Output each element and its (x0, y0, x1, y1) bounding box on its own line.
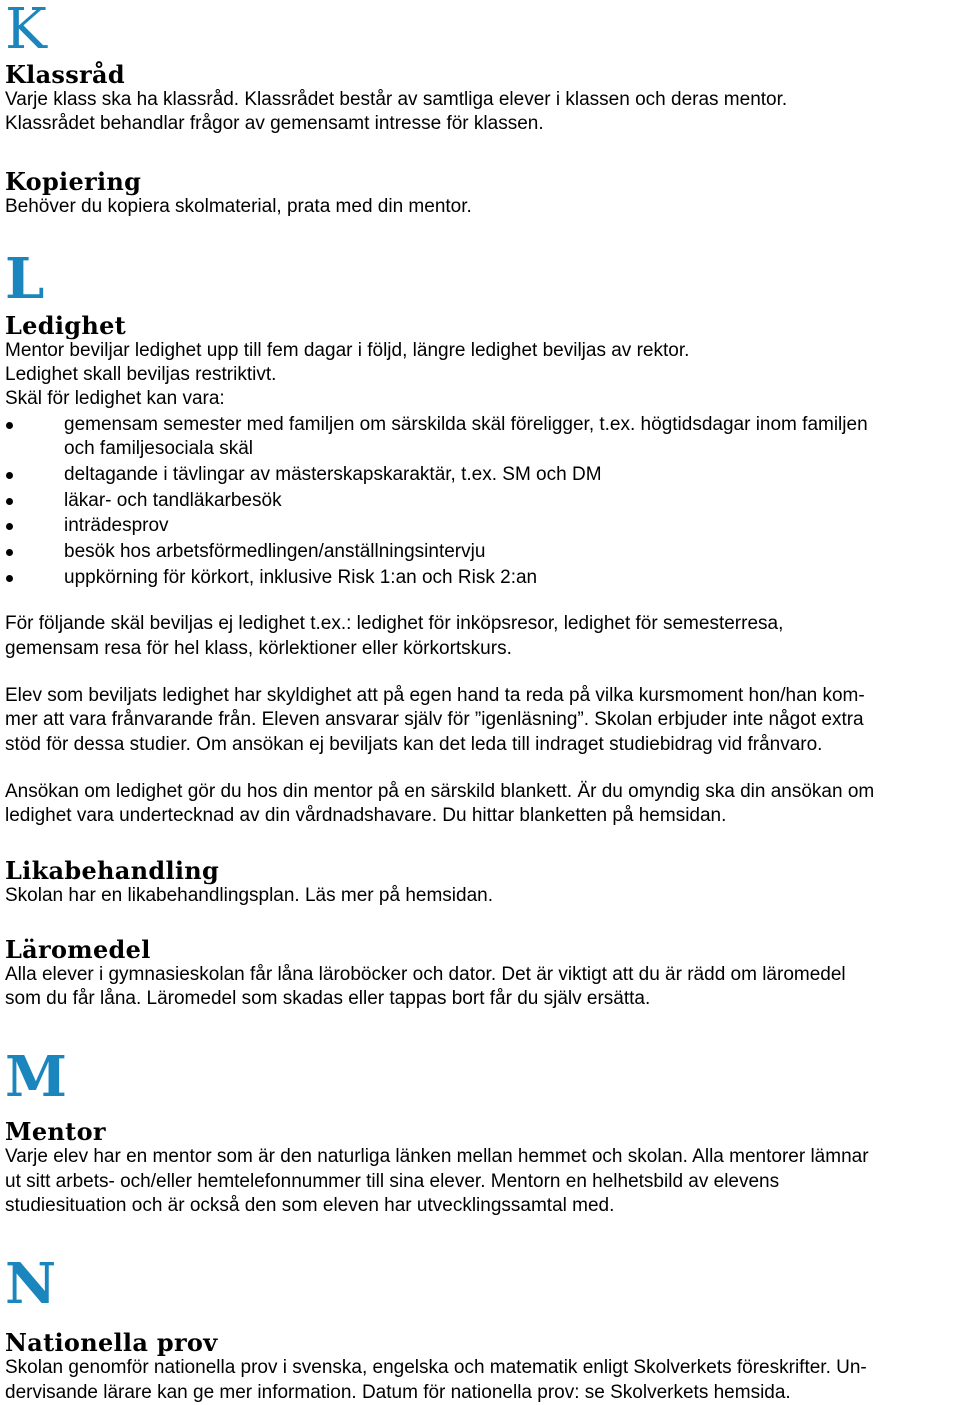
heading-mentor: Mentor (5, 1117, 106, 1147)
document-page (5, 0, 960, 1405)
likabehandling-text (5, 884, 960, 908)
list-item (5, 566, 960, 590)
letter-m-icon: M (5, 1044, 67, 1111)
list-item (5, 540, 960, 564)
mentor-text (5, 1145, 960, 1218)
list-item (5, 413, 960, 462)
list-item-text: deltagande i tävlingar av mästerskapskaraktär, t.ex. SM och DM (64, 463, 602, 485)
heading-nationella-prov: Nationella prov (5, 1328, 218, 1358)
nationella-prov-text (5, 1356, 960, 1405)
text-line: gemensam resa för hel klass, körlektioner eller körkortskurs. (5, 637, 512, 659)
text-line: Skolan genomför nationella prov i svenska, engelska och matematik enligt Skolverkets föreskrifter. Un- (5, 1357, 867, 1379)
list-item-text: läkar- och tandläkarbesök (64, 489, 282, 511)
letter-k-icon: K (5, 0, 47, 62)
ledighet-not-granted (5, 612, 960, 661)
text-line: Elev som beviljats ledighet har skyldighet att på egen hand ta reda på vilka kursmoment hon/han kom- (5, 684, 865, 706)
text-line: mer att vara frånvarande från. Eleven ansvarar själv för ”igenläsning”. Skolan erbjuder inte något extra (5, 709, 864, 731)
text-line: studiesituation och är också den som eleven har utvecklingssamtal med. (5, 1194, 615, 1216)
text-line: Ansökan om ledighet gör du hos din mentor på en särskild blankett. Är du omyndig ska din ansökan om (5, 780, 875, 802)
text-line: stöd för dessa studier. Om ansökan ej beviljats kan det leda till indraget studiebidrag vid frånvaro. (5, 733, 823, 755)
klassrad-text (5, 88, 960, 137)
bullet-icon (6, 549, 13, 556)
heading-likabehandling: Likabehandling (5, 856, 220, 886)
text-line: Klassrådet behandlar frågor av gemensamt intresse för klassen. (5, 113, 544, 135)
text-line: Skolan har en likabehandlingsplan. Läs mer på hemsidan. (5, 885, 493, 907)
letter-l-icon: L (5, 245, 45, 312)
text-line: ut sitt arbets- och/eller hemtelefonnummer till sina elever. Mentorn en helhetsbild av elevens (5, 1170, 780, 1192)
bullet-icon (6, 523, 13, 530)
text-line: För följande skäl beviljas ej ledighet t.ex.: ledighet för inköpsresor, ledighet för semesterresa, (5, 613, 784, 635)
text-line: som du får låna. Läromedel som skadas eller tappas bort får du själv ersätta. (5, 988, 651, 1010)
bullet-icon (6, 422, 13, 429)
heading-klassrad: Klassråd (5, 60, 125, 89)
bullet-icon (6, 498, 13, 505)
list-item-text: och familjesociala skäl (64, 438, 254, 460)
text-line: Alla elever i gymnasieskolan får låna läroböcker och dator. Det är viktigt att du är rädd om läromedel (5, 963, 846, 985)
kopiering-text (5, 195, 960, 219)
list-item (5, 514, 960, 538)
list-item-text: inträdesprov (64, 515, 169, 537)
heading-laromedel: Läromedel (5, 934, 151, 964)
ledighet-reasons-list (5, 413, 960, 591)
ledighet-application (5, 780, 960, 829)
heading-kopiering: Kopiering (5, 166, 142, 196)
text-line: dervisande lärare kan ge mer information. Datum för nationella prov: se Skolverkets hemsida. (5, 1381, 791, 1403)
list-item (5, 489, 960, 513)
laromedel-text (5, 963, 960, 1012)
list-item-text: uppkörning för körkort, inklusive Risk 1:an och Risk 2:an (64, 567, 538, 589)
ledighet-obligation (5, 684, 960, 757)
heading-ledighet: Ledighet (5, 310, 127, 340)
text-line: Varje klass ska ha klassråd. Klassrådet består av samtliga elever i klassen och deras mentor. (5, 89, 788, 110)
letter-n-icon: N (5, 1251, 57, 1318)
list-item-text: besök hos arbetsförmedlingen/anställningsintervju (64, 541, 486, 563)
bullet-icon (6, 472, 13, 479)
list-item-text: gemensam semester med familjen om särskilda skäl föreligger, t.ex. högtidsdagar inom familjen (64, 413, 868, 435)
ledighet-intro (5, 339, 960, 412)
list-item (5, 463, 960, 487)
text-line: Behöver du kopiera skolmaterial, prata med din mentor. (5, 195, 472, 217)
text-line: Mentor beviljar ledighet upp till fem dagar i följd, längre ledighet beviljas av rektor. (5, 339, 690, 361)
text-line: ledighet vara undertecknad av din vårdnadshavare. Du hittar blanketten på hemsidan. (5, 805, 727, 827)
text-line: Skäl för ledighet kan vara: (5, 388, 225, 410)
bullet-icon (6, 575, 13, 582)
text-line: Varje elev har en mentor som är den naturliga länken mellan hemmet och skolan. Alla mentorer lämnar (5, 1146, 869, 1168)
text-line: Ledighet skall beviljas restriktivt. (5, 364, 277, 386)
